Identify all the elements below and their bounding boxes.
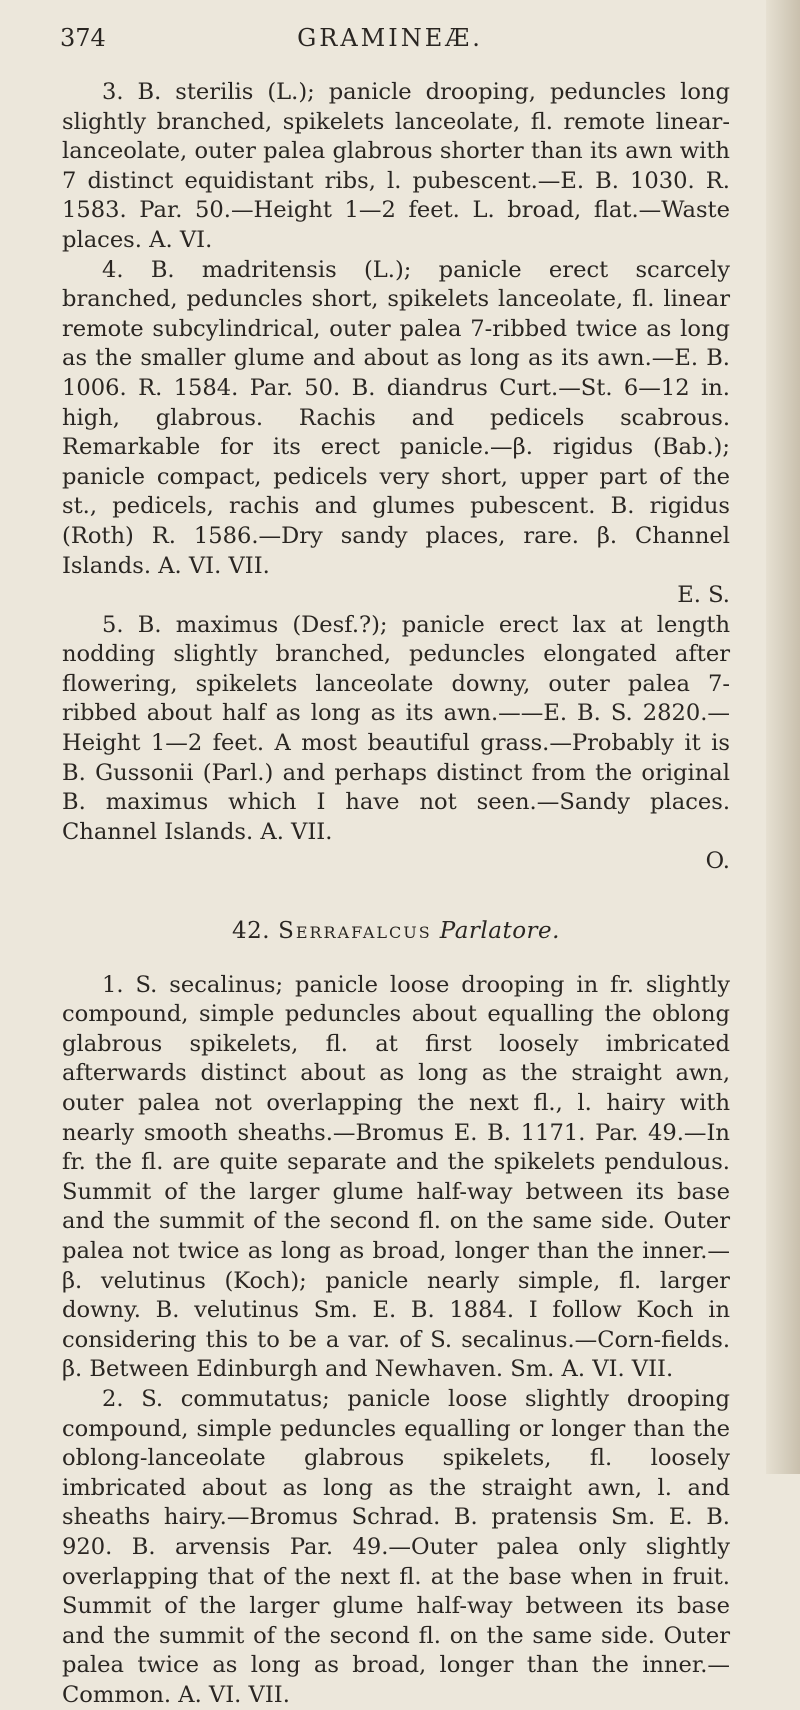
species-entry (62, 256, 730, 611)
entry-text: 4. B. madritensis (L.); panicle erect scarcely branched, peduncles short, spikelets lanceolate, fl. linear remote subcylindrical, outer palea 7-ribbed twice as long as the smaller glume and about as long as its awn.—E. B. 1006. R. 1584. Par. 50. B. diandrus Curt.—St. 6—12 in. high, glabrous. Rachis and pedicels scabrous. Remarkable for its erect panicle.—β. rigidus (Bab.); panicle compact, pedicels very short, upper part of the st., pedicels, rachis and glumes pubescent. B. rigidus (Roth) R. 1586.—Dry sandy places, rare. β. Channel Islands. A. VI. VII. (62, 256, 730, 579)
genus-name: Serrafalcus (278, 918, 432, 945)
species-entry (62, 1385, 730, 1710)
entry-signature: E. S. (677, 582, 730, 609)
running-head: GRAMINEÆ. (297, 24, 483, 52)
species-entry (62, 78, 730, 256)
page-header (60, 16, 720, 56)
genus-heading (62, 917, 730, 947)
page-edge (766, 0, 800, 1474)
genus-number: 42. (232, 918, 271, 945)
species-entry (62, 971, 730, 1385)
genus-author: Parlatore. (439, 918, 560, 945)
entry-signature: O. (705, 848, 730, 875)
entry-text: 1. S. secalinus; panicle loose drooping in fr. slightly compound, simple peduncles about equalling the oblong glabrous spikelets, fl. at first loosely imbricated afterwards distinct about as long as the straight awn, outer palea not overlapping the next fl., l. hairy with nearly smooth sheaths.—Bromus E. B. 1171. Par. 49.—In fr. the fl. are quite separate and the spikelets pendulous. Summit of the larger glume half-way between its base and the summit of the second fl. on the same side. Outer palea not twice as long as broad, longer than the inner.—β. velutinus (Koch); panicle nearly simple, fl. larger downy. B. velutinus Sm. E. B. 1884. I follow Koch in considering this to be a var. of S. secalinus.—Corn-fields. β. Between Edinburgh and Newhaven. Sm. A. VI. VII. (62, 971, 730, 1383)
entry-text: 3. B. sterilis (L.); panicle drooping, peduncles long slightly branched, spikelets lanceolate, fl. remote linear-lanceolate, outer palea glabrous shorter than its awn with 7 distinct equidistant ribs, l. pubescent.—E. B. 1030. R. 1583. Par. 50.—Height 1—2 feet. L. broad, flat.—Waste places. A. VI. (62, 79, 730, 253)
page-body (62, 78, 730, 1710)
entry-text: 5. B. maximus (Desf.?); panicle erect lax at length nodding slightly branched, peduncles elongated after flowering, spikelets lanceolate downy, outer palea 7-ribbed about half as long as its awn.——E. B. S. 2820.—Height 1—2 feet. A most beautiful grass.—Probably it is B. Gussonii (Parl.) and perhaps distinct from the original B. maximus which I have not seen.—Sandy places. Channel Islands. A. VII. (62, 611, 730, 845)
entry-text: 2. S. commutatus; panicle loose slightly drooping compound, simple peduncles equalling or longer than the oblong-lanceolate glabrous spikelets, fl. loosely imbricated about as long as the straight awn, l. and sheaths hairy.—Bromus Schrad. B. pratensis Sm. E. B. 920. B. arvensis Par. 49.—Outer palea only slightly overlapping that of the next fl. at the base when in fruit. Summit of the larger glume half-way between its base and the summit of the second fl. on the same side. Outer palea twice as long as broad, longer than the inner.—Common. A. VI. VII. (62, 1385, 730, 1708)
page-number: 374 (60, 24, 106, 52)
species-entry (62, 611, 730, 877)
